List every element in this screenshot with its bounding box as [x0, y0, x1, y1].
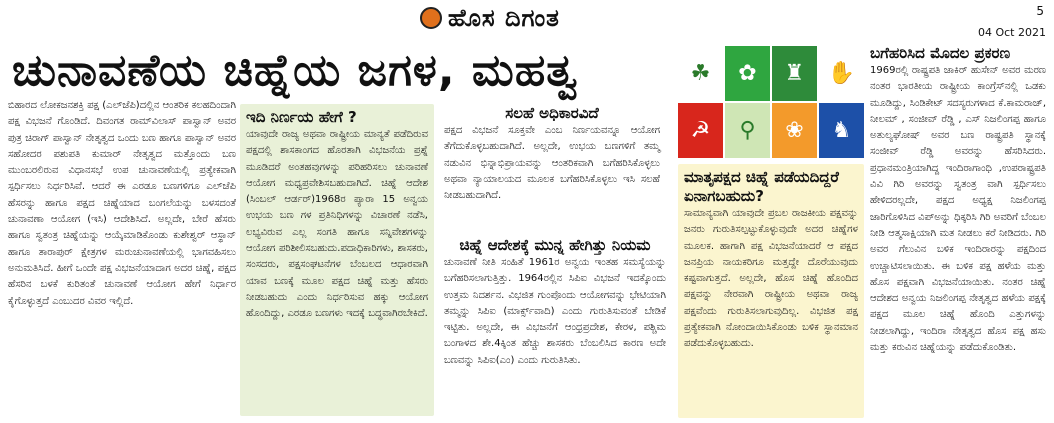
section-text: ಚುನಾವಣೆ ನೀತಿ ಸಂಹಿತೆ 1961ರ ಅನ್ವಯ ಇಂತಹ ಸಮಸ್ಯೆಯನ್ನು ಬಗೆಹರಿಸಲಾಗುತ್ತಿತ್ತು. 1964ರಲ್ಲಿನ ಸಿಪಿಐ ವಿಭಜನೆ ಇದಕ್ಕೊಂದು ಉತ್ತಮ ನಿದರ್ಶನ. ವಿಭಜಿತ ಗುಂಪೊಂದು ಆಯೋಗವನ್ನು ಭೇಟಿಯಾಗಿ ತಮ್ಮನ್ನು ಸಿಪಿಐ (ಮಾರ್ಕ್ಸ್‌ವಾದಿ) ಎಂದು ಗುರುತಿಸುವಂತೆ ಬೇಡಿಕೆ ಇಟ್ಟಿತು. ಅಲ್ಲದೇ, ಈ ವಿಭಜನೆಗೆ ಆಂಧ್ರಪ್ರದೇಶ, ಕೇರಳ, ಪಶ್ಚಿಮ ಬಂಗಾಳದ ಶೇ.4ಕ್ಕಿಂತ ಹೆಚ್ಚು ಶಾಸಕರು ಬೆಂಬಲಿಸಿದ ಕಾರಣ ಅದೇ ಬಣವನ್ನು ಸಿಪಿಐ(ಎಂ) ಎಂದು ಗುರುತಿಸಿತು. [444, 257, 666, 366]
section-ec-decision [240, 104, 434, 416]
lantern-icon: ♜ [772, 46, 817, 101]
masthead-title: ಹೊಸ ದಿಗಂತ [448, 4, 560, 32]
section-text: 1969ರಲ್ಲಿ ರಾಷ್ಟ್ರಪತಿ ಜಾಕಿರ್ ಹುಸೇನ್ ಅವರ ಮರಣ ನಂತರ ಭಾರತೀಯ ರಾಷ್ಟ್ರೀಯ ಕಾಂಗ್ರೆಸ್‌ನಲ್ಲಿ ಒಡಕು ಮೂಡಿದ್ದು, ಸಿಂಡಿಕೇಟ್ ಸದಸ್ಯರುಗಳಾದ ಕೆ.ಕಾಮರಾಜ್, ನೀಲಮ್ , ಸಂಜೀವ್ ರೆಡ್ಡಿ , ಎಸ್ ನಿಜಲಿಂಗಪ್ಪ ಹಾಗೂ ಅತುಲ್ಯಘೋಷ್ ಅವರ ಬಣ ರಾಷ್ಟ್ರಪತಿ ಸ್ಥಾನಕ್ಕೆ ಸಂಜೀವ್ ರೆಡ್ಡಿ ಅವರನ್ನು ಹೆಸರಿಸಿದರು. ಪ್ರಧಾನಮಂತ್ರಿಯಾಗಿದ್ದ ಇಂದಿರಾಗಾಂಧಿ ,ಉಪರಾಷ್ಟ್ರಪತಿ ವಿವಿ ಗಿರಿ ಅವರನ್ನು ಸ್ವತಂತ್ರ ವಾಗಿ ಸ್ಪರ್ಧಿಸಲು ಹೇಳಿದರಲ್ಲದೇ, ಪಕ್ಷದ ಅಧ್ಯಕ್ಷ ನಿಜಲಿಂಗಪ್ಪ ಜಾರಿಗೊಳಿಸಿದ ವಿಪ್‌ಅನ್ನು ಧಿಕ್ಕರಿಸಿ ಗಿರಿ ಅವರಿಗೆ ಬೆಂಬಲ ನೀಡಿ ಆತ್ಮಸಾಕ್ಷಿಯಾಗಿ ಮತ ನೀಡಲು ಕರೆ ನೀಡಿದರು. ಗಿರಿ ಅವರ ಗೆಲುವಿನ ಬಳಿಕ ಇಂದಿರಾರನ್ನು ಪಕ್ಷದಿಂದ ಉಚ್ಚಾಟಿಸಲಾಯಿತು. ಈ ಬಳಿಕ ಪಕ್ಷ ಹಳೆಯ ಮತ್ತು ಹೊಸ ಪಕ್ಷವಾಗಿ ವಿಭಜನೆಯಾಯಿತು. ನಂತರ ಚಿಹ್ನೆ ಆದೇಶದ ಅನ್ವಯ ನಿಜಲಿಂಗಪ್ಪ ನೇತೃತ್ವದ ಹಳೆಯ ಪಕ್ಷಕ್ಕೆ ಪಕ್ಷದ ಮೂಲ ಚಿಹ್ನೆ ಹೊಂದಿ ಎತ್ತುಗಳನ್ನು ನೀಡಲಾಗಿದ್ದು, ಇಂದಿರಾ ನೇತೃತ್ವದ ಹೊಸ ಪಕ್ಷ ಹಸು ಮತ್ತು ಕರುವಿನ ಚಿಹ್ನೆಯನ್ನು ಪಡೆದುಕೊಂಡಿತು. [870, 65, 1046, 354]
section-text: ಸಾಮಾನ್ಯವಾಗಿ ಯಾವುದೇ ಪ್ರಬಲ ರಾಜಕೀಯ ಪಕ್ಷವನ್ನು ಜನರು ಗುರುತಿಸಲ್ಪಟ್ಟುಕೊಳ್ಳುವುದೇ ಅದರ ಚಿಹ್ನೆಗಳ ಮೂಲಕ. ಹಾಗಾಗಿ ಪಕ್ಷ ವಿಭಜನೆಯಾದರೆ ಆ ಪಕ್ಷದ ಜನಪ್ರಿಯ ನಾಯಕರಿಗೂ ಮತ್ತದ್ದೇ ದೊರೆಯುವುದು ಕಷ್ಟವಾಗುತ್ತದೆ. ಅಲ್ಲದೇ, ಹೊಸ ಚಿಹ್ನೆ ಹೊಂದಿದ ಪಕ್ಷವನ್ನು ನೇರವಾಗಿ ರಾಷ್ಟ್ರೀಯ ಅಥವಾ ರಾಜ್ಯ ಪಕ್ಷವೆಂದು ಗುರುತಿಸಲಾಗುವುದಿಲ್ಲ. ವಿಭಜಿತ ಪಕ್ಷ ಪ್ರತ್ಯೇಕವಾಗಿ ನೋಂದಾಯಿಸಿಕೊಂಡು ಬಳಿಕ ಸ್ಥಾನಮಾನ ಪಡೆದುಕೊಳ್ಳಬಹುದು. [684, 208, 858, 350]
section-text: ಯಾವುದೇ ರಾಜ್ಯ ಅಥವಾ ರಾಷ್ಟ್ರೀಯ ಮಾನ್ಯತೆ ಪಡೆದಿರುವ ಪಕ್ಷದಲ್ಲಿ ಶಾಸಕಾಂಗದ ಹೊರತಾಗಿ ವಿಭಜನೆಯ ಪ್ರಶ್ನೆ ಮೂಡಿದರೆ ಅಂತಹವುಗಳನ್ನು ಪರಿಹರಿಸಲು ಚುನಾವಣೆ ಆಯೋಗ ಮಧ್ಯಪ್ರವೇಶಿಸಬಹುದಾಗಿದೆ. ಚಿಹ್ನೆ ಆದೇಶ (ಸಿಂಬಲ್ ಆರ್ಡರ್)1968ರ ಪ್ಯಾರಾ 15 ಅನ್ವಯ ಉಭಯ ಬಣ ಗಳ ಪ್ರತಿನಿಧಿಗಳನ್ನು ವಿಚಾರಣೆ ನಡೆಸಿ, ಲಭ್ಯವಿರುವ ಎಲ್ಲ ಸಂಗತಿ ಹಾಗೂ ಸನ್ನಿವೇಶಗಳನ್ನು ಆಯೋಗ ಪರಿಶೀಲಿಸಬಹುದು.ಪದಾಧಿಕಾರಿಗಳು, ಶಾಸಕರು, ಸಂಸದರು, ಪಕ್ಷಸಂಘಟನೆಗಳ ಬೆಂಬಲದ ಆಧಾರವಾಗಿ ಯಾವ ಬಣಕ್ಕೆ ಮೂಲ ಪಕ್ಷದ ಚಿಹ್ನೆ ಮತ್ತು ಹೆಸರು ನೀಡಬಹುದು ಎಂದು ನಿರ್ಧರಿಸುವ ಹಕ್ಕು ಆಯೋಗ ಹೊಂದಿದ್ದು, ಎರಡೂ ಬಣಗಳು ಇದಕ್ಕೆ ಬದ್ಧವಾಗಿರಬೇಕಿದೆ. [246, 129, 428, 320]
section-heading: ಚಿಹ್ನೆ ಆದೇಶಕ್ಕೆ ಮುನ್ನ ಹೇಗಿತ್ತು ನಿಯಮ [459, 236, 651, 254]
party-symbols [678, 46, 864, 158]
elephant-icon: ♞ [819, 103, 864, 158]
headline: ಚುನಾವಣೆಯ ಚಿಹ್ನೆಯ ಜಗಳ, ಮಹತ್ವ [12, 45, 579, 96]
flowers-icon: ✿ [725, 46, 770, 101]
section-heading: ಇದಿ ನಿರ್ಣಯ ಹೇಗೆ ? [246, 108, 357, 126]
section-before-symbol-order [440, 236, 670, 420]
section-heading: ಮಾತೃಪಕ್ಷದ ಚಿಹ್ನೆ ಪಡೆಯದಿದ್ದರೆ ಏನಾಗಬಹುದು? [684, 168, 839, 205]
lead-text: ಬಿಹಾರದ ಲೋಕಜನಶಕ್ತಿ ಪಕ್ಷ (ಎಲ್‌ಜೆಪಿ)ದಲ್ಲಿನ ಆಂತರಿಕ ಕಲಹದಿಂದಾಗಿ ಪಕ್ಷ ವಿಭಜನೆ ಗೊಂಡಿದೆ. ದಿವಂಗತ ರಾಮ್‌ವಿಲಾಸ್ ಪಾಸ್ವಾನ್ ಅವರ ಪುತ್ರ ಚಿರಾಗ್ ಪಾಸ್ವಾನ್ ನೇತೃತ್ವದ ಒಂದು ಬಣ ಹಾಗೂ ಪಾಸ್ವಾನ್ ಅವರ ಸಹೋದರ ಪಶುಪತಿ ಕುಮಾರ್ ನೇತೃತ್ವದ ಮತ್ತೊಂದು ಬಣ ಮುಂಬರಲಿರುವ ವಿಧಾನಸಭೆ ಉಪ ಚುನಾವಣೆಯಲ್ಲಿ ಪ್ರತ್ಯೇಕವಾಗಿ ಸ್ಪರ್ಧಿಸಲು ನಿರ್ಧರಿಸಿವೆ. ಆದರೆ ಈ ಎರಡೂ ಬಣಗಳಿಗೂ ಎಲ್‌ಜೆಪಿ ಹೆಸರನ್ನು ಹಾಗೂ ಪಕ್ಷದ ಚಿಹ್ನೆಯಾದ ಬಂಗಲೆಯನ್ನು ಬಳಸದಂತೆ ಚುನಾವಣಾ ಆಯೋಗ (ಇಸಿ) ಆದೇಶಿಸಿದೆ. ಅಲ್ಲದೇ, ಬೇರೆ ಹೆಸರು ಹಾಗೂ ಸ್ವತಂತ್ರ ಚಿಹ್ನೆಯನ್ನು ಆಯ್ಕೆಮಾಡಿಕೊಂಡು ಕುಶೇಶ್ವರ್ ಆಸ್ಥಾನ್ ಹಾಗೂ ತಾರಾಪುರ್ ಕ್ಷೇತ್ರಗಳ ಮರುಚುನಾವಣೆಯಲ್ಲಿ ಭಾಗವಹಿಸಲು ಅನುಮತಿಸಿದೆ. ಹೀಗೆ ಒಂದೇ ಪಕ್ಷ ವಿಭಜನೆಯಾದಾಗ ಅದರ ಚಿಹ್ನೆ, ಪಕ್ಷದ ಹೆಸರಿನ ಬಳಕೆ ಕುರಿತಂತೆ ಚುನಾವಣೆ ಆಯೋಗ ಹೇಗೆ ನಿರ್ಧಾರ ಕೈಗೊಳ್ಳುತ್ತದೆ ಎಂಬುದರ ವಿವರ ಇಲ್ಲಿದೆ. [8, 100, 236, 307]
hand-icon: ✋ [819, 46, 864, 101]
masthead [420, 2, 640, 34]
lotus-icon: ❀ [772, 103, 817, 158]
bicycle-icon: ⚲ [725, 103, 770, 158]
publication-date: 04 Oct 2021 [977, 26, 1046, 39]
section-text: ಪಕ್ಷದ ವಿಭಜನೆ ಸೂಕ್ತವೇ ಎಂಬ ನಿರ್ಣಯವನ್ನೂ ಆಯೋಗ ತೆಗೆದುಕೊಳ್ಳಬಹುದಾಗಿದೆ. ಅಲ್ಲದೇ, ಉಭಯ ಬಣಗಳಿಗೆ ತಮ್ಮ ನಡುವಿನ ಭಿನ್ನಾಭಿಪ್ರಾಯವನ್ನು ಆಂತರಿಕವಾಗಿ ಬಗೆಹರಿಸಿಕೊಳ್ಳಲು ಅಥವಾ ನ್ಯಾಯಾಲಯದ ಮೂಲಕ ಬಗೆಹರಿಸಿಕೊಳ್ಳಲು ಇಸಿ ಸಲಹೆ ನೀಡಬಹುದಾಗಿದೆ. [444, 125, 660, 202]
section-advice-power [440, 104, 664, 234]
newspaper-logo-icon [420, 7, 442, 29]
section-heading: ಸಲಹೆ ಅಧಿಕಾರವಿದೆ [505, 104, 599, 122]
hammer-sickle-icon: ☭ [678, 103, 723, 158]
section-without-parent-symbol [678, 164, 864, 418]
lead-column [8, 98, 236, 418]
section-first-case [868, 44, 1048, 420]
leaves-icon: ☘ [678, 46, 723, 101]
section-heading: ಬಗೆಹರಿಸಿದ ಮೊದಲ ಪ್ರಕರಣ [870, 44, 1011, 62]
page-number: 5 [1036, 4, 1044, 18]
